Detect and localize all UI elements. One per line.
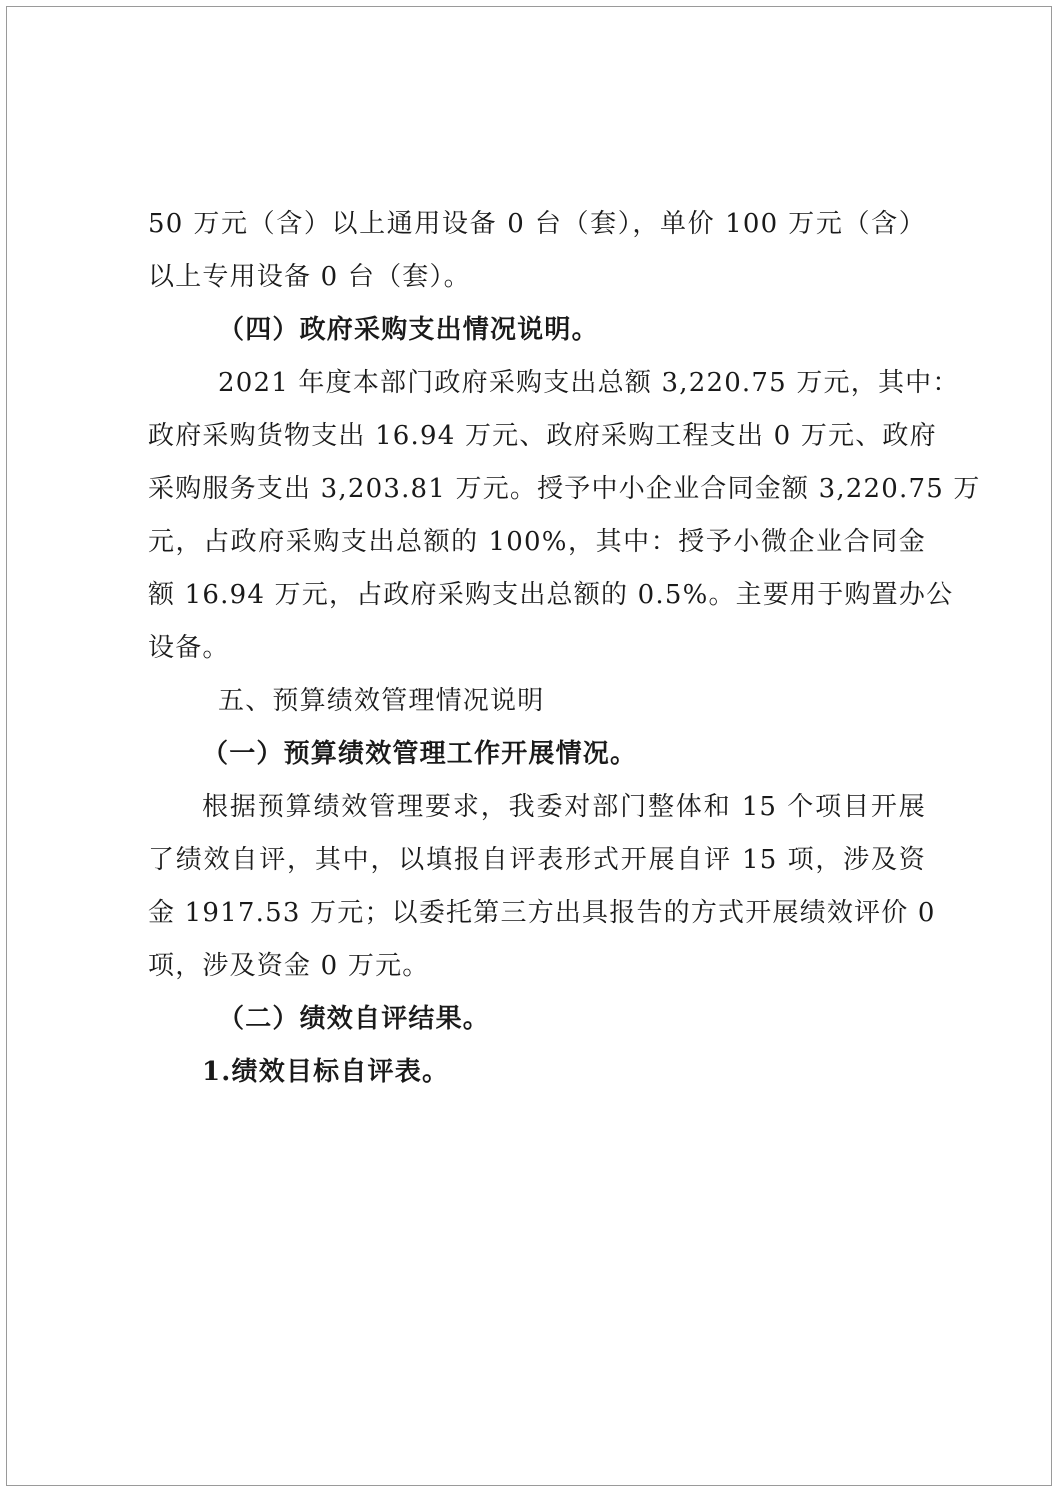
- paragraph-line: 2021 年度本部门政府采购支出总额 3,220.75 万元，其中：: [218, 368, 960, 398]
- paragraph-line: 设备。: [148, 633, 230, 663]
- chapter-heading: 五、预算绩效管理情况说明: [218, 686, 545, 716]
- section-heading: （二）绩效自评结果。: [218, 1004, 491, 1034]
- paragraph-line: 金 1917.53 万元；以委托第三方出具报告的方式开展绩效评价 0: [148, 898, 936, 928]
- paragraph-line: 元，占政府采购支出总额的 100%，其中：授予小微企业合同金: [148, 527, 926, 557]
- paragraph-line: 政府采购货物支出 16.94 万元、政府采购工程支出 0 万元、政府: [148, 421, 937, 451]
- paragraph-line: 了绩效自评，其中，以填报自评表形式开展自评 15 项，涉及资: [148, 845, 926, 875]
- paragraph-line: 根据预算绩效管理要求，我委对部门整体和 15 个项目开展: [202, 792, 926, 822]
- section-heading: （四）政府采购支出情况说明。: [218, 315, 599, 345]
- paragraph-line: 采购服务支出 3,203.81 万元。授予中小企业合同金额 3,220.75 万: [148, 474, 981, 504]
- section-heading: （一）预算绩效管理工作开展情况。: [202, 739, 638, 769]
- paragraph-line: 50 万元（含）以上通用设备 0 台（套），单价 100 万元（含）: [148, 209, 926, 239]
- paragraph-line: 项，涉及资金 0 万元。: [148, 951, 430, 981]
- paragraph-line: 以上专用设备 0 台（套）。: [148, 262, 471, 292]
- paragraph-line: 额 16.94 万元，占政府采购支出总额的 0.5%。主要用于购置办公: [148, 580, 954, 610]
- subsection-heading: 1.绩效目标自评表。: [202, 1057, 450, 1087]
- document-body: [148, 198, 981, 1099]
